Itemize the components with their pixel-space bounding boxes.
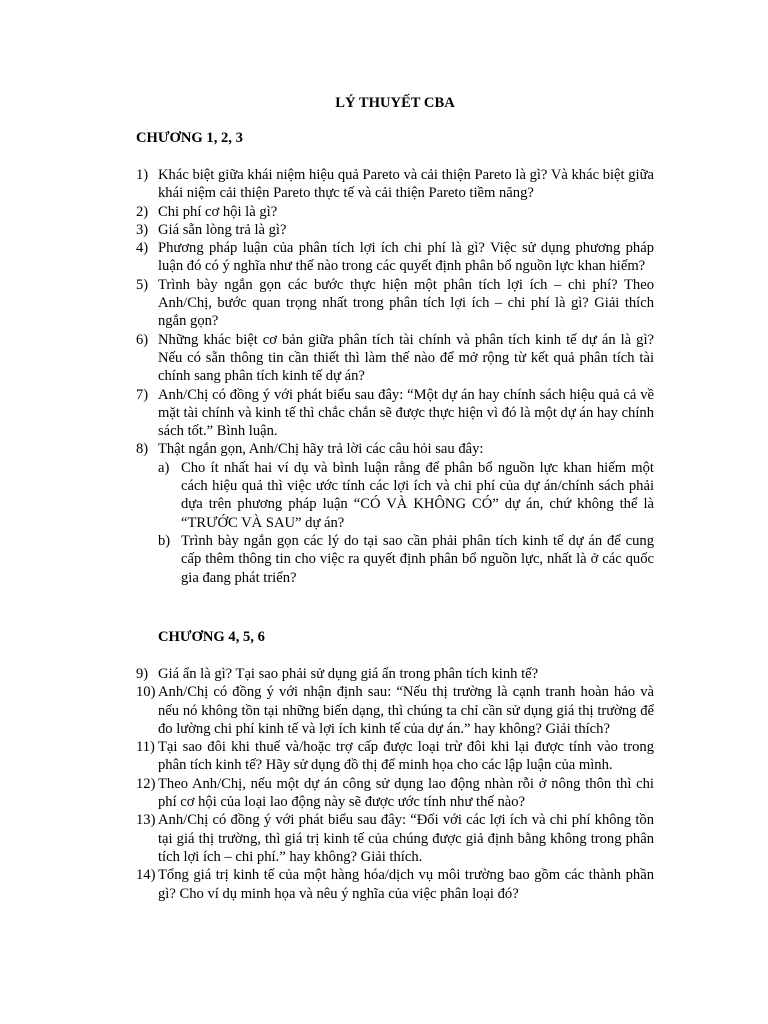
sub-question-text: Trình bày ngắn gọn các lý do tại sao cần phải phân tích kinh tế dự án để cung cấp thêm thông tin cho việc ra quyết định phân bổ nguồn lực, nhất là ở các quốc gia đang phát triển? bbox=[181, 532, 654, 586]
question-list-2 bbox=[136, 665, 654, 903]
question-text: Tại sao đôi khi thuế và/hoặc trợ cấp được loại trừ đôi khi lại được tính vào trong phân tích kinh tế? Hãy sử dụng đồ thị để minh họa cho các lập luận của mình. bbox=[158, 739, 654, 774]
question-text: Tổng giá trị kinh tế của một hàng hóa/dịch vụ môi trường bao gồm các thành phần gì? Cho ví dụ minh họa và nêu ý nghĩa của việc phân loại đó? bbox=[158, 867, 654, 902]
chapter-heading-1: CHƯƠNG 1, 2, 3 bbox=[136, 130, 243, 146]
question-text: Phương pháp luận của phân tích lợi ích chi phí là gì? Việc sử dụng phương pháp luận đó có ý nghĩa như thế nào trong các quyết định phân bổ nguồn lực khan hiếm? bbox=[158, 240, 654, 275]
question-number: 3) bbox=[136, 221, 149, 238]
question-number: 7) bbox=[136, 386, 149, 403]
chapter-heading-2: CHƯƠNG 4, 5, 6 bbox=[158, 629, 265, 645]
question-number: 11) bbox=[136, 739, 155, 756]
question-item bbox=[136, 386, 654, 441]
question-text: Trình bày ngắn gọn các bước thực hiện một phân tích lợi ích – chi phí? Theo Anh/Chị, bước quan trọng nhất trong phân tích lợi ích – chi phí là gì? Giải thích ngắn gọn? bbox=[158, 276, 654, 330]
question-text: Anh/Chị có đồng ý với phát biểu sau đây: “Đối với các lợi ích và chi phí không tồn tại giá thị trường, thì giá trị kinh tế của chúng được giả định bằng không trong phân tích lợi ích – chi phí.” hay không? Giải thích. bbox=[158, 812, 654, 865]
question-item bbox=[136, 276, 654, 331]
question-text: Khác biệt giữa khái niệm hiệu quả Pareto và cải thiện Pareto là gì? Và khác biệt giữa khái niệm cải thiện Pareto thực tế và cải thiện Pareto tiềm năng? bbox=[158, 167, 654, 202]
question-number: 5) bbox=[136, 276, 149, 293]
question-item bbox=[136, 811, 654, 866]
question-item bbox=[136, 166, 654, 203]
question-item bbox=[136, 239, 654, 276]
question-number: 9) bbox=[136, 666, 149, 682]
question-text: Thật ngắn gọn, Anh/Chị hãy trả lời các câu hỏi sau đây: bbox=[158, 441, 484, 458]
sub-question-item bbox=[158, 532, 654, 587]
question-item bbox=[136, 203, 654, 221]
question-number: 13) bbox=[136, 812, 156, 829]
question-item bbox=[136, 738, 654, 775]
question-number: 1) bbox=[136, 167, 149, 183]
question-text: Những khác biệt cơ bản giữa phân tích tài chính và phân tích kinh tế dự án là gì? Nếu có sẵn thông tin cần thiết thì làm thế nào để mở rộng từ kết quả phân tích tài chính sang phân tích kinh tế dự án? bbox=[158, 331, 654, 385]
sub-question-letter: a) bbox=[158, 459, 170, 476]
document-title: LÝ THUYẾT CBA bbox=[335, 95, 455, 111]
question-text: Anh/Chị có đồng ý với phát biểu sau đây: “Một dự án hay chính sách hiệu quả cả về mặt tài chính và kinh tế thì chắc chắn sẽ được thực hiện vì đó là một dự án hay chính sách tốt.” Bình luận. bbox=[158, 386, 654, 440]
sub-question-item bbox=[158, 459, 654, 532]
sub-question-list bbox=[158, 459, 654, 587]
question-number: 2) bbox=[136, 203, 149, 220]
question-number: 6) bbox=[136, 331, 149, 348]
question-number: 4) bbox=[136, 240, 149, 257]
sub-question-text: Cho ít nhất hai ví dụ và bình luận rằng để phân bổ nguồn lực khan hiếm một cách hiệu quả thì việc ước tính các lợi ích và chi phí của dự án/chính sách phải dựa trên phương pháp luận “CÓ VÀ KHÔNG CÓ” dự án, chứ không thể là “TRƯỚC VÀ SAU” dự án? bbox=[181, 459, 654, 531]
question-text: Chi phí cơ hội là gì? bbox=[158, 203, 278, 220]
question-text: Giá sẵn lòng trả là gì? bbox=[158, 221, 287, 238]
sub-question-letter: b) bbox=[158, 532, 171, 549]
question-number: 8) bbox=[136, 441, 149, 458]
question-number: 14) bbox=[136, 867, 156, 884]
question-item bbox=[136, 440, 654, 586]
question-item bbox=[136, 665, 654, 683]
question-number: 10) bbox=[136, 684, 156, 701]
question-item bbox=[136, 221, 654, 239]
question-list-1 bbox=[136, 166, 654, 587]
question-text: Anh/Chị có đồng ý với nhận định sau: “Nếu thị trường là cạnh tranh hoàn hảo và nếu nó không tồn tại những biến dạng, thì chúng ta chỉ cần sử dụng giá thị trường để đo lường chi phí kinh tế và lợi ích kinh tế của dự án.” hay không? Giải thích? bbox=[158, 684, 654, 737]
question-text: Theo Anh/Chị, nếu một dự án công sử dụng lao động nhàn rỗi ở nông thôn thì chi phí cơ hội của loại lao động này sẽ được ước tính như thế nào? bbox=[158, 775, 654, 811]
question-item bbox=[136, 866, 654, 903]
question-item bbox=[136, 331, 654, 386]
question-number: 12) bbox=[136, 775, 156, 792]
question-text: Giá ẩn là gì? Tại sao phải sử dụng giá ẩn trong phân tích kinh tế? bbox=[158, 666, 539, 682]
question-item bbox=[136, 775, 654, 812]
question-item bbox=[136, 683, 654, 738]
